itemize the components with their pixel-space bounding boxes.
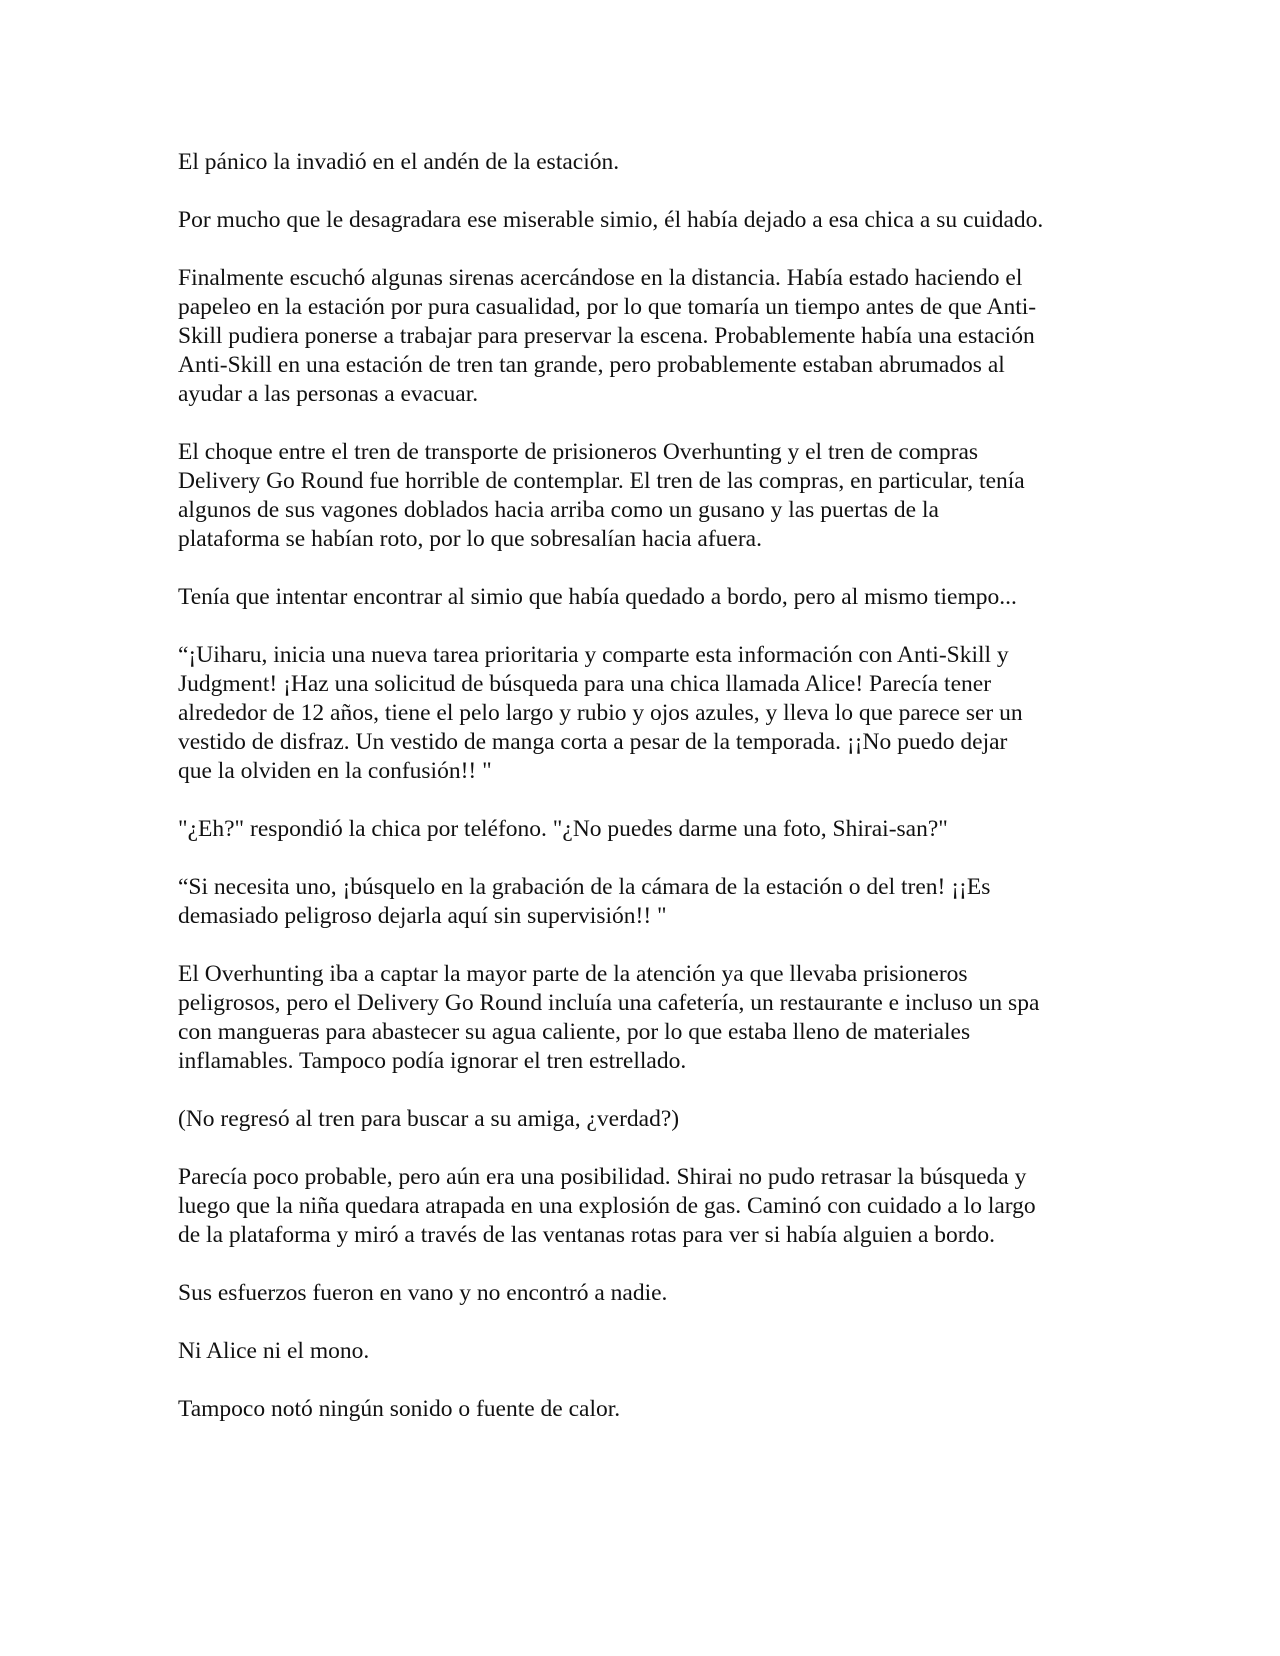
text-line: Anti-Skill en una estación de tren tan grande, pero probablemente estaban abrumados al [178,352,1005,378]
text-line: Ni Alice ni el mono. [178,1338,370,1364]
text-line: inflamables. Tampoco podía ignorar el tren estrellado. [178,1048,687,1074]
text-line: plataforma se habían roto, por lo que sobresalían hacia afuera. [178,526,762,552]
text-line: luego que la niña quedara atrapada en una explosión de gas. Caminó con cuidado a lo largo [178,1193,1036,1219]
paragraph [178,641,1178,786]
document-page [178,148,1178,1453]
paragraph [178,1395,1178,1424]
paragraph [178,148,1178,177]
paragraph [178,1163,1178,1250]
paragraph [178,1279,1178,1308]
text-line: peligrosos, pero el Delivery Go Round incluía una cafetería, un restaurante e incluso un spa [178,990,1040,1016]
paragraph [178,960,1178,1076]
text-line: El choque entre el tren de transporte de prisioneros Overhunting y el tren de compras [178,439,979,465]
text-line: Por mucho que le desagradara ese miserable simio, él había dejado a esa chica a su cuidado. [178,207,1044,233]
text-line: "¿Eh?" respondió la chica por teléfono. "¿No puedes darme una foto, Shirai-san?" [178,816,948,842]
text-line: de la plataforma y miró a través de las ventanas rotas para ver si había alguien a bordo. [178,1222,995,1248]
text-line: demasiado peligroso dejarla aquí sin supervisión!! " [178,903,667,929]
paragraph [178,873,1178,931]
text-line: con mangueras para abastecer su agua caliente, por lo que estaba lleno de materiales [178,1019,971,1045]
paragraph [178,583,1178,612]
text-line: vestido de disfraz. Un vestido de manga corta a pesar de la temporada. ¡¡No puedo dejar [178,729,1008,755]
text-line: “Si necesita uno, ¡búsquelo en la grabación de la cámara de la estación o del tren! ¡¡Es [178,874,991,900]
text-line: alrededor de 12 años, tiene el pelo largo y rubio y ojos azules, y lleva lo que parece ser un [178,700,1023,726]
text-line: Tampoco notó ningún sonido o fuente de calor. [178,1396,621,1422]
paragraph [178,206,1178,235]
text-line: “¡Uiharu, inicia una nueva tarea prioritaria y comparte esta información con Anti-Skill y [178,642,1009,668]
text-line: Parecía poco probable, pero aún era una posibilidad. Shirai no pudo retrasar la búsqueda y [178,1164,1027,1190]
paragraph [178,264,1178,409]
text-line: Tenía que intentar encontrar al simio que había quedado a bordo, pero al mismo tiempo... [178,584,1017,610]
text-line: (No regresó al tren para buscar a su amiga, ¿verdad?) [178,1106,680,1132]
text-line: que la olviden en la confusión!! " [178,758,492,784]
text-line: Skill pudiera ponerse a trabajar para preservar la escena. Probablemente había una estación [178,323,1035,349]
text-line: ayudar a las personas a evacuar. [178,381,479,407]
paragraph [178,1337,1178,1366]
text-line: El pánico la invadió en el andén de la estación. [178,149,620,175]
paragraph [178,1105,1178,1134]
text-line: Sus esfuerzos fueron en vano y no encontró a nadie. [178,1280,668,1306]
text-line: algunos de sus vagones doblados hacia arriba como un gusano y las puertas de la [178,497,939,523]
text-line: papeleo en la estación por pura casualidad, por lo que tomaría un tiempo antes de que Anti- [178,294,1037,320]
paragraph [178,438,1178,554]
text-line: Judgment! ¡Haz una solicitud de búsqueda para una chica llamada Alice! Parecía tener [178,671,992,697]
text-line: El Overhunting iba a captar la mayor parte de la atención ya que llevaba prisioneros [178,961,968,987]
text-line: Delivery Go Round fue horrible de contemplar. El tren de las compras, en particular, tenía [178,468,1025,494]
text-line: Finalmente escuchó algunas sirenas acercándose en la distancia. Había estado haciendo el [178,265,1023,291]
paragraph [178,815,1178,844]
